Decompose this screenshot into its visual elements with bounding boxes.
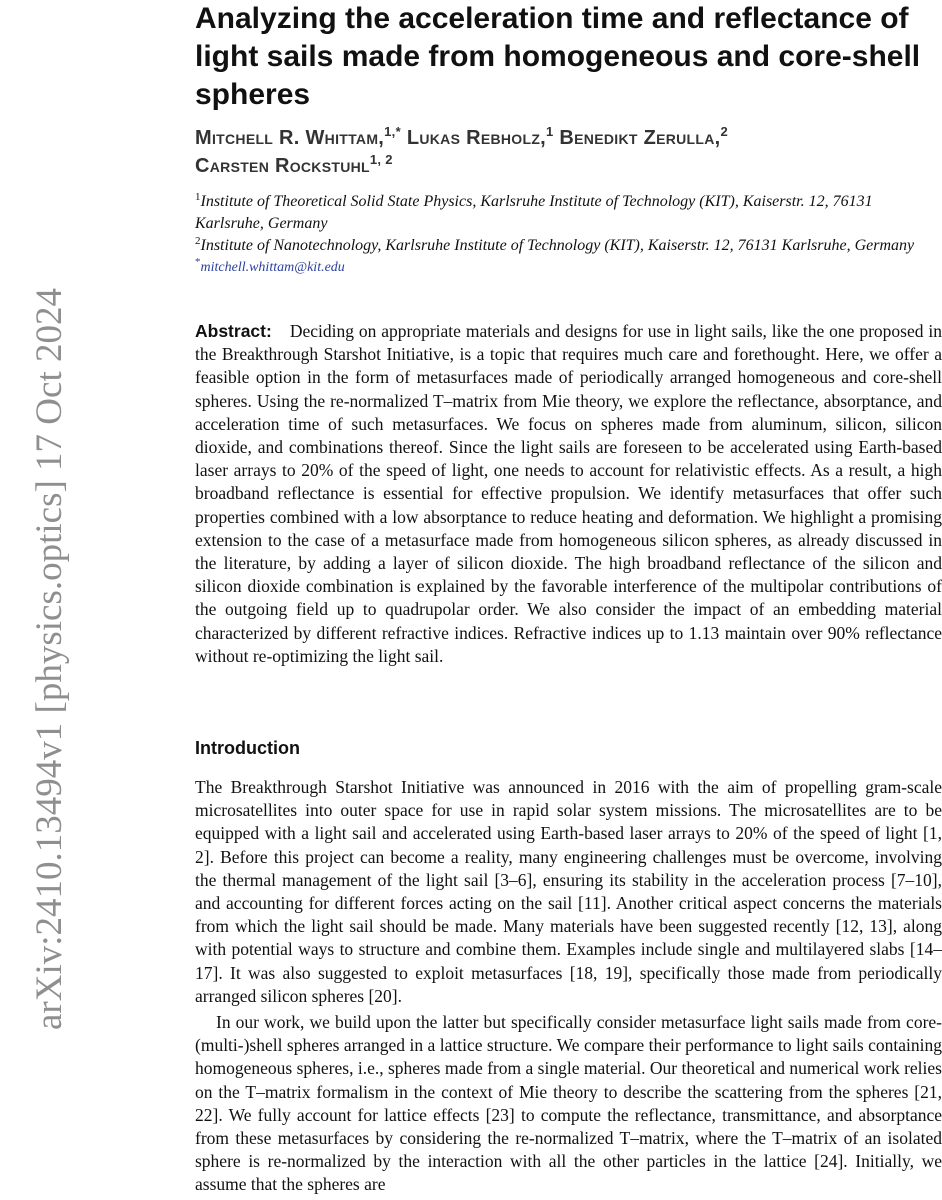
- affiliation-1: [195, 191, 942, 235]
- affiliation-text: Institute of Nanotechnology, Karlsruhe Institute of Technology (KIT), Kaiserstr. 12, 76131 Karlsruhe, Germany: [200, 237, 915, 254]
- affiliations: [195, 191, 942, 279]
- affiliation-text: Institute of Theoretical Solid State Physics, Karlsruhe Institute of Technology (KIT), Kaiserstr. 12, 76131 Karlsruhe, Germany: [195, 193, 873, 232]
- corresponding-email[interactable]: [195, 257, 942, 279]
- abstract-text: Deciding on appropriate materials and designs for use in light sails, like the one proposed in the Breakthrough Starshot Initiative, is a topic that requires much care and forethought. Here, we offer a feasible option in the form of metasurfaces made of periodically arranged homogeneous and core-shell spheres. Using the re-normalized T–matrix from Mie theory, we explore the reflectance, absorptance, and acceleration time of such metasurfaces. We focus on spheres made from aluminum, silicon, silicon dioxide, and combinations thereof. Since the light sails are foreseen to be accelerated using Earth-based laser arrays to 20% of the speed of light, one needs to account for relativistic effects. As a result, a high broadband reflectance is essential for effective propulsion. We identify metasurfaces that offer such properties combined with a low absorptance to reduce heating and deformation. We highlight a promising extension to the case of a metasurface made from homogeneous silicon spheres, as already discussed in the literature, by adding a layer of silicon dioxide. The high broadband reflectance of the silicon and silicon dioxide combination is explained by the favorable interference of the multipolar contributions of the outgoing field up to quadrupolar order. We also consider the impact of an embedding material characterized by different refractive indices. Refractive indices up to 1.13 maintain over 90% reflectance without re-optimizing the light sail.: [195, 321, 942, 666]
- author-name: Lukas Rebholz,: [406, 127, 547, 149]
- author-list: [195, 124, 942, 180]
- author-affiliation-marker: 1,*: [384, 124, 401, 139]
- email-link[interactable]: mitchell.whittam@kit.edu: [200, 260, 345, 275]
- affiliation-marker: 1: [195, 191, 201, 203]
- author-affiliation-marker: 1: [546, 124, 554, 139]
- affiliation-marker: 2: [195, 235, 201, 247]
- email-marker: *: [195, 256, 201, 268]
- introduction-body: [195, 776, 942, 1197]
- paragraph: The Breakthrough Starshot Initiative was announced in 2016 with the aim of propelling gram-scale microsatellites into outer space for use in rapid solar system missions. The microsatellites are to be equipped with a light sail and accelerated using Earth-based laser arrays to 20% of the speed of light [1, 2]. Before this project can become a reality, many engineering challenges must be overcome, involving the thermal management of the light sail [3–6], ensuring its stability in the acceleration process [7–10], and accounting for different forces acting on the sail [11]. Another critical aspect concerns the materials from which the light sail should be made. Many materials have been suggested recently [12, 13], along with potential ways to structure and combine them. Examples include single and multilayered slabs [14–17]. It was also suggested to exploit metasurfaces [18, 19], specifically those made from periodically arranged silicon spheres [20].: [195, 777, 942, 1006]
- paper-title: Analyzing the acceleration time and reflectance of light sails made from homogeneous and core-shell spheres: [195, 2, 921, 111]
- introduction-heading: Introduction: [195, 738, 300, 758]
- abstract: [195, 320, 942, 668]
- author-name: Carsten Rockstuhl: [195, 155, 370, 177]
- abstract-label: Abstract:: [195, 321, 272, 341]
- author-affiliation-marker: 2: [720, 124, 729, 139]
- affiliation-2: [195, 235, 942, 257]
- author-affiliation-marker: 1, 2: [369, 152, 393, 167]
- arxiv-identifier-stamp: arXiv:2410.13494v1 [physics.optics] 17 Oct 2024: [29, 288, 70, 1030]
- paragraph: In our work, we build upon the latter but specifically consider metasurface light sails made from core-(multi-)shell spheres arranged in a lattice structure. We compare their performance to light sails containing homogeneous spheres, i.e., spheres made from a single material. Our theoretical and numerical work relies on the T–matrix formalism in the context of Mie theory to describe the scattering from the spheres [21, 22]. We fully account for lattice effects [23] to compute the reflectance, transmittance, and absorptance from these metasurfaces by considering the re-normalized T–matrix, where the T–matrix of an isolated sphere is re-normalized by the interaction with all the other particles in the lattice [24]. Initially, we assume that the spheres are: [195, 1012, 942, 1195]
- author-name: Benedikt Zerulla,: [559, 127, 721, 149]
- author-name: Mitchell R. Whittam,: [195, 127, 385, 149]
